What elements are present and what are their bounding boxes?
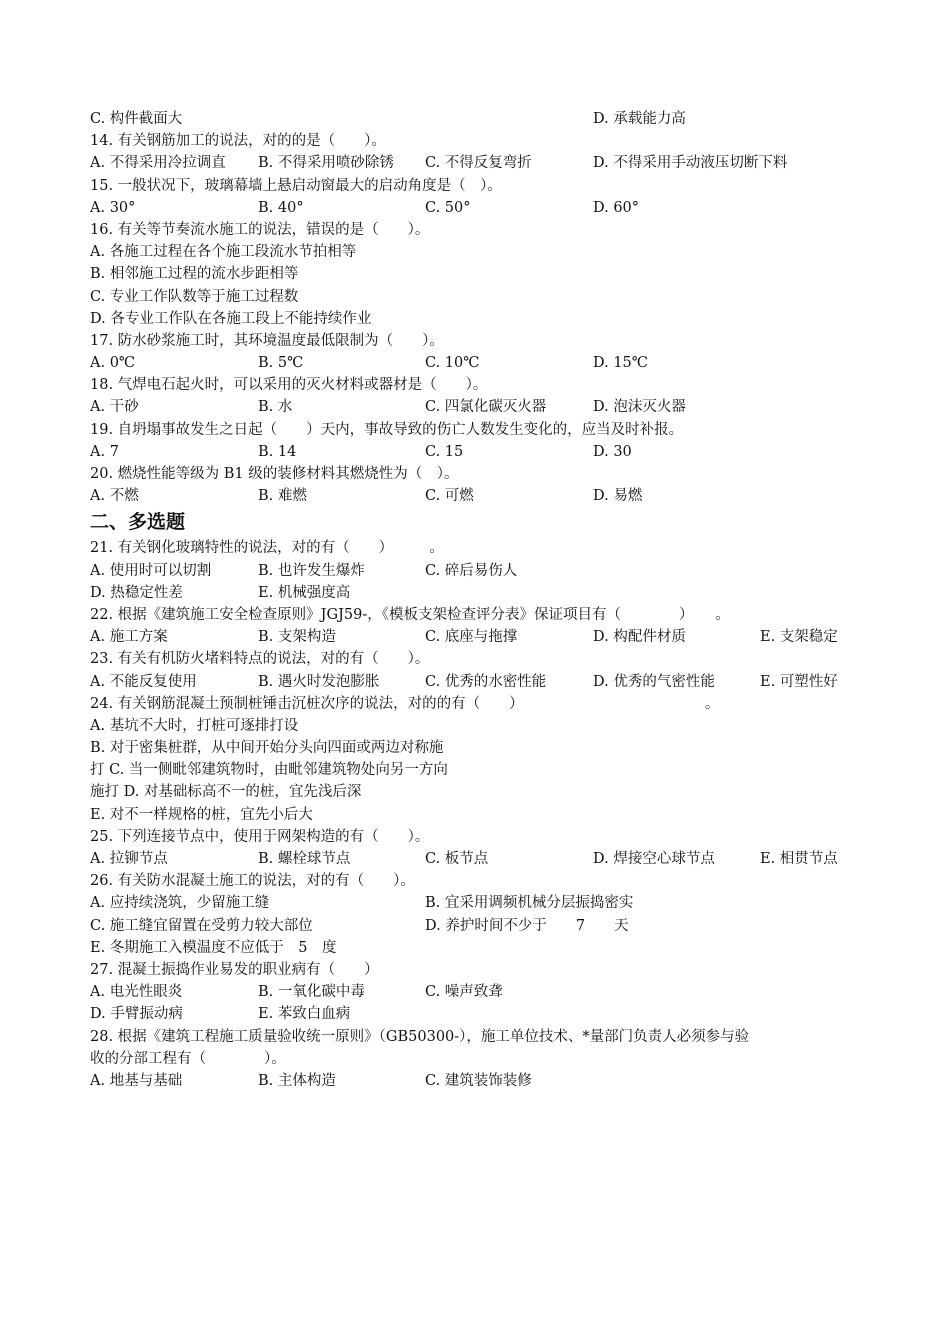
options-row (90, 671, 870, 693)
question-line: E. 冬期施工入模温度不应低于 5 度 (90, 939, 337, 956)
question-line: 17. 防水砂浆施工时，其环境温度最低限制为（ ）。 (90, 332, 444, 349)
answer-option: D. 手臂振动病 (90, 1006, 183, 1023)
answer-option: A. 不燃 (90, 488, 139, 505)
answer-option: D. 焊接空心球节点 (593, 851, 715, 867)
question-line: 21. 有关钢化玻璃特性的说法，对的有（ ） 。 (90, 540, 444, 557)
answer-option: A. 不能反复使用 (90, 673, 197, 690)
question-line: A. 基坑不大时，打桩可逐排打设 (90, 717, 299, 734)
answer-option: D. 60° (593, 199, 640, 216)
answer-option: A. 拉铆节点 (90, 851, 168, 867)
answer-option: C. 优秀的水密性能 (425, 673, 547, 690)
answer-option: B. 一氧化碳中毒 (258, 984, 365, 1001)
answer-option: B. 螺栓球节点 (258, 851, 351, 867)
question-line: 19. 自坍塌事故发生之日起（ ）天内，事故导致的伤亡人数发生变化的，应当及时补报。 (90, 421, 684, 438)
answer-option: C. 不得反复弯折 (425, 155, 532, 172)
answer-option: E. 支架稳定 (760, 629, 838, 646)
question-line: A. 各施工过程在各个施工段流水节拍相等 (90, 244, 357, 261)
answer-option: A. 干砂 (90, 399, 139, 416)
answer-option: A. 电光性眼炎 (90, 984, 183, 1001)
answer-option: C. 四氯化碳灭火器 (425, 399, 547, 416)
answer-option: A. 应持续浇筑，少留施工缝 (90, 895, 270, 912)
answer-option: D. 优秀的气密性能 (593, 673, 715, 690)
answer-option: A. 7 (90, 443, 119, 460)
options-row (90, 441, 870, 463)
answer-option: C. 噪声致聋 (425, 984, 503, 1001)
answer-option: D. 不得采用手动液压切断下料 (593, 155, 788, 172)
options-row (90, 582, 870, 604)
question-line: 23. 有关有机防火堵料特点的说法，对的有（ ）。 (90, 651, 430, 668)
options-row (90, 915, 870, 937)
options-row (90, 1070, 870, 1092)
question-line: 15. 一般状况下，玻璃幕墙上悬启动窗最大的启动角度是（ ）。 (90, 177, 502, 194)
answer-option: B. 不得采用喷砂除锈 (258, 155, 394, 172)
answer-option: B. 5℃ (258, 355, 304, 372)
answer-option: E. 苯致白血病 (258, 1006, 351, 1023)
answer-option: A. 30° (90, 199, 136, 216)
question-line: 27. 混凝土振捣作业易发的职业病有（ ） (90, 961, 379, 978)
question-line: B. 对于密集桩群，从中间开始分头向四面或两边对称施 (90, 740, 444, 757)
answer-option: E. 相贯节点 (760, 851, 838, 867)
question-line: 28. 根据《建筑工程施工质量验收统一原则》（GB50300-），施工单位技术、*量部门负责人必须参与验 (90, 1028, 750, 1045)
question-line: 14. 有关钢筋加工的说法，对的的是（ ）。 (90, 133, 386, 150)
answer-option: C. 10℃ (425, 355, 480, 372)
answer-option: C. 板节点 (425, 851, 489, 867)
question-line: 24. 有关钢筋混凝土预制桩锤击沉桩次序的说法，对的的有（ ） 。 (90, 695, 720, 712)
options-row (90, 981, 870, 1003)
question-line: 18. 气焊电石起火时，可以采用的灭火材料或器材是（ ）。 (90, 377, 488, 394)
answer-option: B. 难燃 (258, 488, 307, 505)
answer-option: A. 地基与基础 (90, 1072, 183, 1089)
options-row (90, 152, 870, 174)
answer-option: B. 14 (258, 443, 297, 460)
question-line: E. 对不一样规格的桩，宜先小后大 (90, 806, 313, 823)
exam-page (90, 108, 870, 1092)
section-heading: 二、多选题 (90, 511, 186, 534)
answer-option: B. 主体构造 (258, 1072, 336, 1089)
answer-option: A. 0℃ (90, 355, 136, 372)
answer-option: D. 热稳定性差 (90, 584, 183, 601)
answer-option: D. 构配件材质 (593, 629, 686, 646)
answer-option: B. 遇火时发泡膨胀 (258, 673, 380, 690)
options-row (90, 396, 870, 418)
options-row (90, 197, 870, 219)
answer-option: B. 宜采用调频机械分层振捣密实 (425, 895, 634, 912)
options-row (90, 1003, 870, 1025)
options-row (90, 848, 870, 870)
answer-option: B. 水 (258, 399, 293, 416)
answer-option: B. 40° (258, 199, 304, 216)
answer-option: C. 15 (425, 443, 464, 460)
answer-option: A. 使用时可以切割 (90, 562, 212, 579)
answer-option: C. 施工缝宜留置在受剪力较大部位 (90, 917, 313, 934)
answer-option: D. 承载能力高 (593, 111, 686, 127)
answer-option: C. 50° (425, 199, 471, 216)
answer-option: E. 可塑性好 (760, 673, 838, 690)
answer-option: D. 易燃 (593, 488, 643, 505)
question-line: 打 C. 当一侧毗邻建筑物时，由毗邻建筑物处向另一方向 (90, 762, 448, 779)
question-line: 25. 下列连接节点中，使用于网架构造的有（ ）。 (90, 828, 430, 845)
question-line: D. 各专业工作队在各施工段上不能持续作业 (90, 310, 372, 327)
answer-option: B. 也许发生爆炸 (258, 562, 365, 579)
options-row (90, 892, 870, 914)
answer-option: A. 施工方案 (90, 629, 168, 646)
options-row (90, 108, 870, 130)
question-line: 收的分部工程有（ ）。 (90, 1050, 286, 1067)
options-row (90, 485, 870, 507)
answer-option: C. 构件截面大 (90, 111, 183, 127)
question-line: 20. 燃烧性能等级为 B1 级的装修材料其燃烧性为（ ）。 (90, 466, 459, 482)
answer-option: A. 不得采用冷拉调直 (90, 155, 226, 172)
answer-option: D. 15℃ (593, 355, 648, 372)
answer-option: E. 机械强度高 (258, 584, 351, 601)
question-line: B. 相邻施工过程的流水步距相等 (90, 266, 299, 283)
question-line: C. 专业工作队数等于施工过程数 (90, 288, 299, 305)
question-line: 22. 根据《建筑施工安全检查原则》JGJ59-，《模板支架检查评分表》保证项目有（ ） 。 (90, 606, 730, 623)
question-line: 施打 D. 对基础标高不一的桩，宜先浅后深 (90, 784, 362, 801)
options-row (90, 626, 870, 648)
answer-option: C. 底座与拖撑 (425, 629, 518, 646)
answer-option: C. 可燃 (425, 488, 474, 505)
answer-option: D. 泡沫灭火器 (593, 399, 686, 416)
options-row (90, 560, 870, 582)
answer-option: C. 碎后易伤人 (425, 562, 518, 579)
question-line: 16. 有关等节奏流水施工的说法，错误的是（ ）。 (90, 221, 430, 238)
question-line: 26. 有关防水混凝土施工的说法，对的有（ ）。 (90, 873, 415, 890)
answer-option: D. 30 (593, 443, 632, 460)
answer-option: B. 支架构造 (258, 629, 336, 646)
answer-option: C. 建筑装饰装修 (425, 1072, 532, 1089)
answer-option: D. 养护时间不少于 7 天 (425, 917, 629, 934)
options-row (90, 352, 870, 374)
